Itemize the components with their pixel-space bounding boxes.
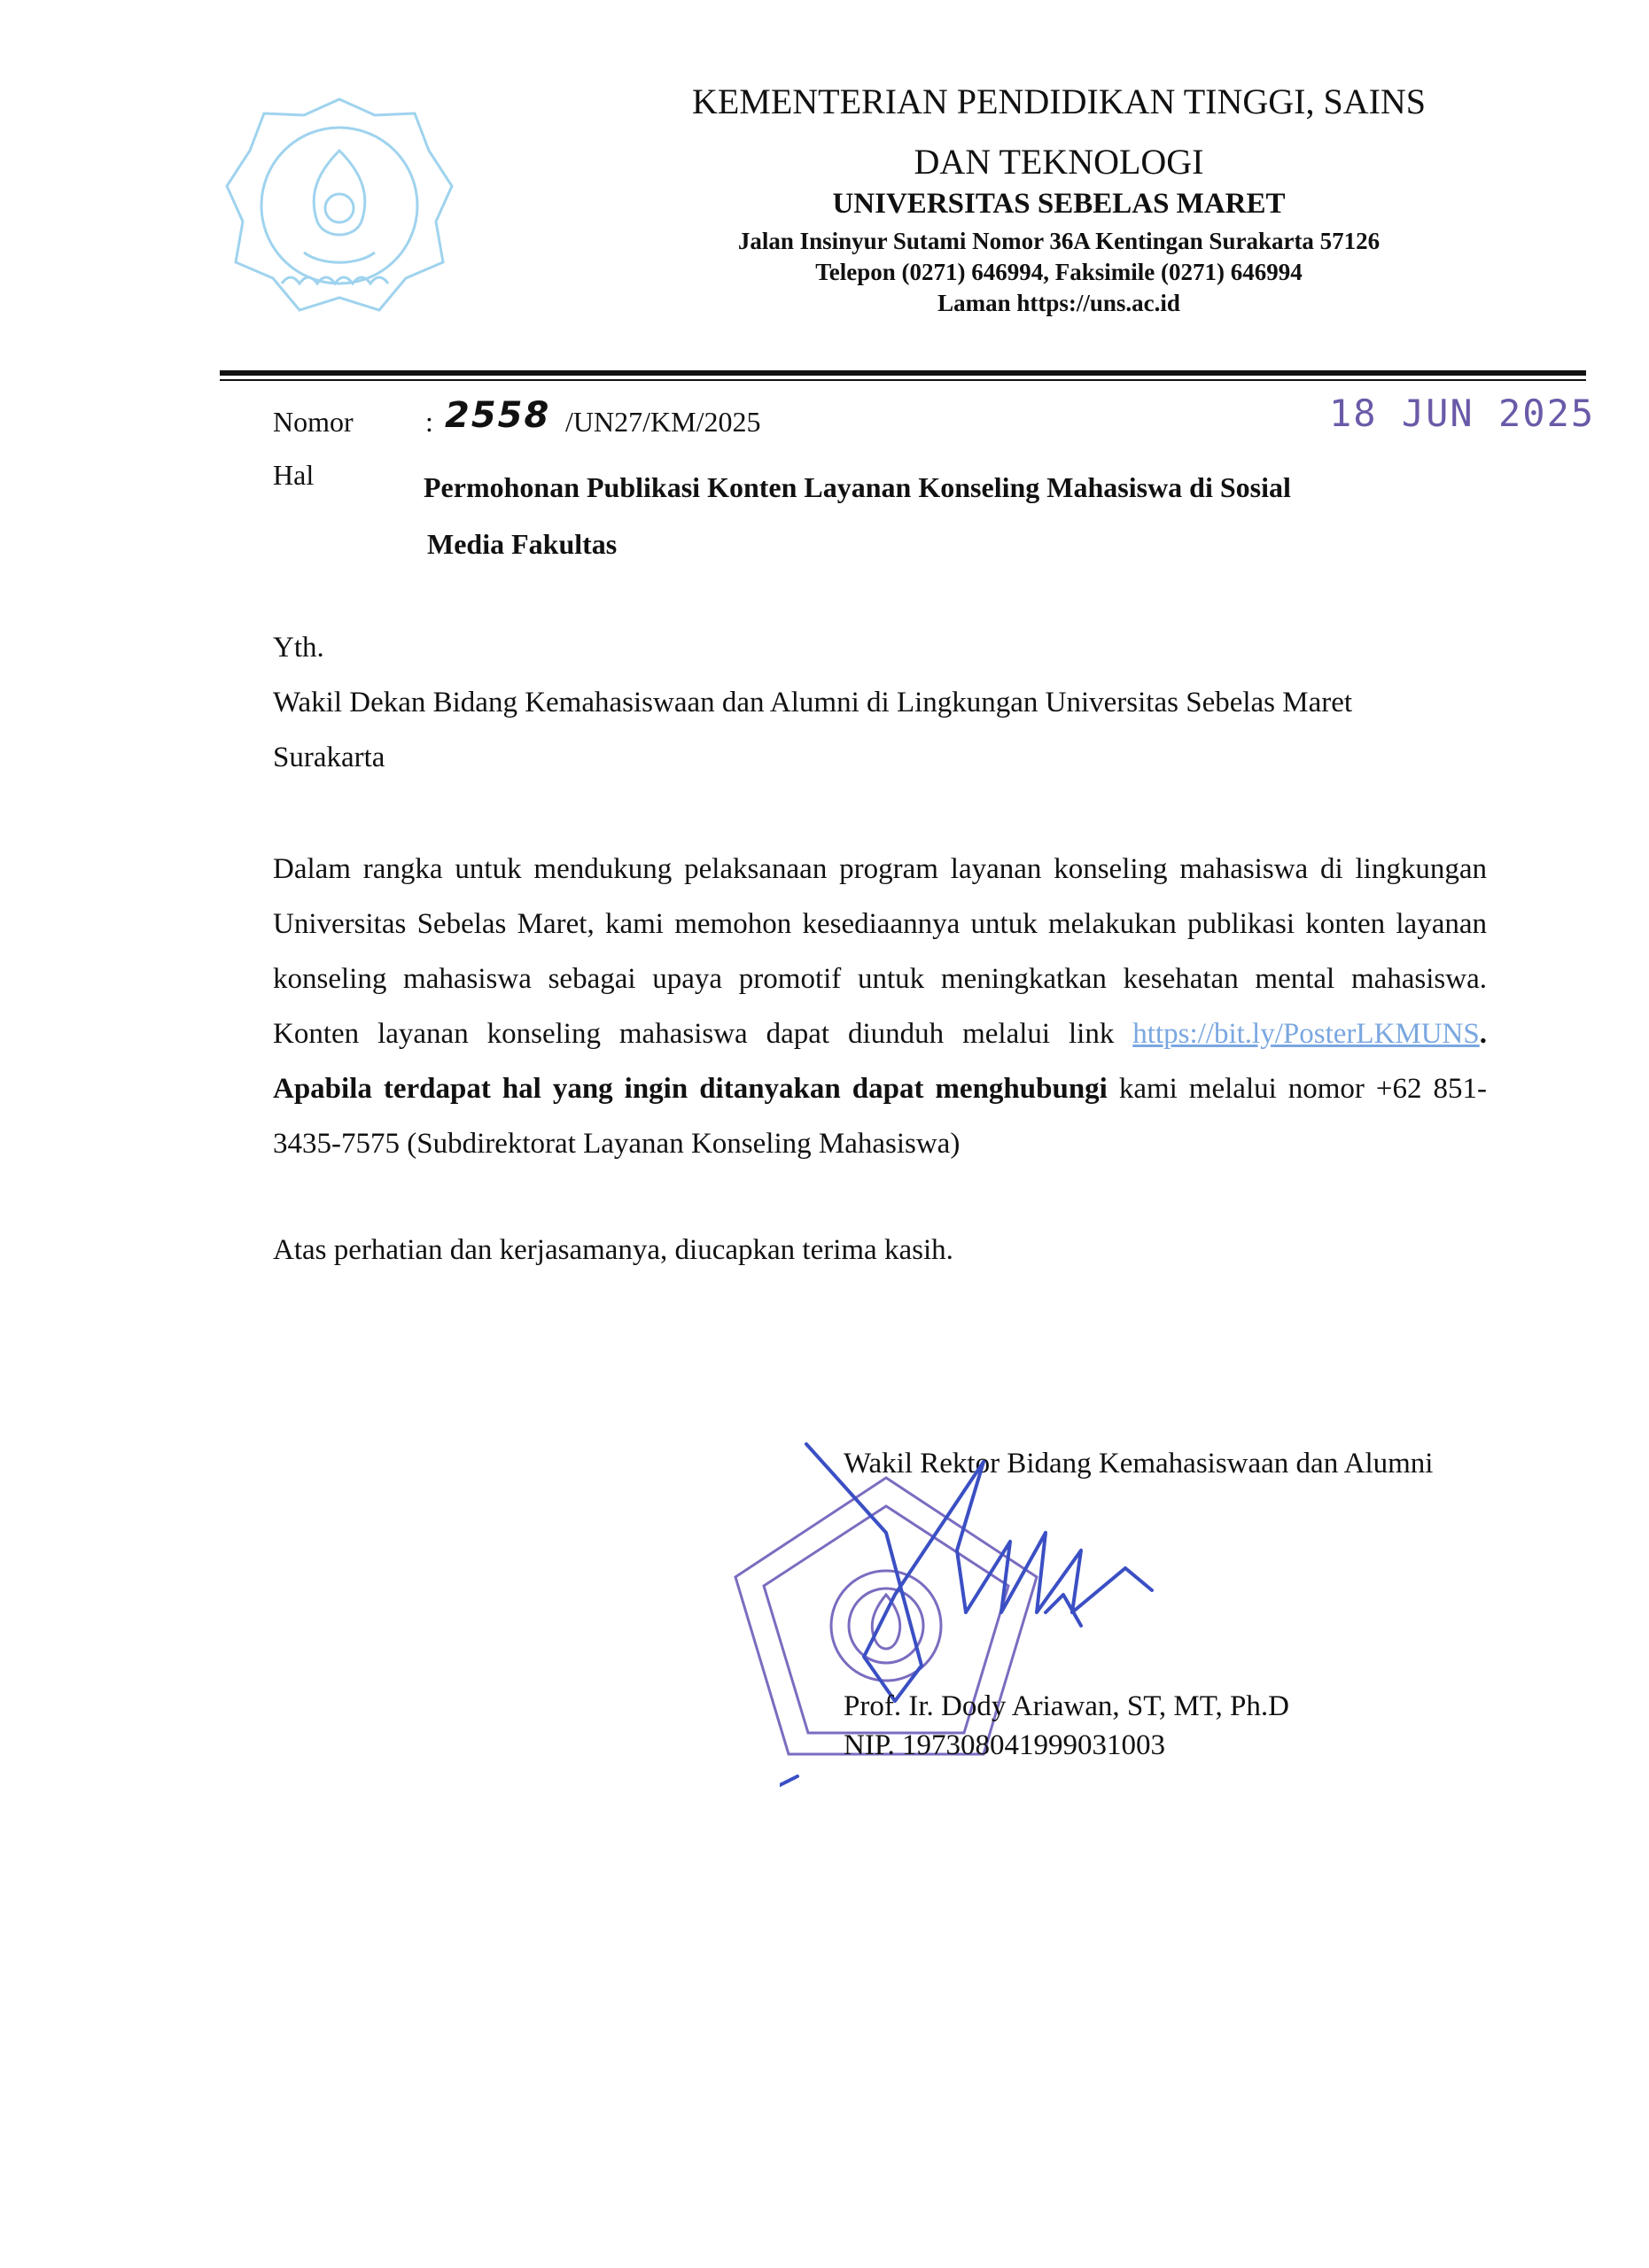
poster-download-link[interactable]: https://bit.ly/PosterLKMUNS (1132, 1018, 1480, 1050)
recipient-name: Wakil Dekan Bidang Kemahasiswaan dan Alumni di Lingkungan Universitas Sebelas Maret (273, 687, 1353, 718)
signatory-nip: NIP. 197308041999031003 (844, 1729, 1166, 1761)
subject-line-2: Media Fakultas (427, 528, 618, 560)
recipient (273, 675, 1487, 785)
subject-line-1: Permohonan Publikasi Konten Layanan Konseling Mahasiswa di Sosial (424, 471, 1291, 503)
closing-sentence: Atas perhatian dan kerjasamanya, diucapkan terima kasih. (273, 1234, 953, 1266)
university-logo-icon (220, 89, 459, 328)
date-stamp: 18 JUN 2025 (1329, 392, 1596, 435)
nomor-label: Nomor (273, 406, 354, 438)
university-name: UNIVERSITAS SEBELAS MARET (832, 188, 1286, 220)
signatory-name: Prof. Ir. Dody Ariawan, ST, MT, Ph.D (844, 1690, 1289, 1722)
signatory-block (844, 1687, 1289, 1765)
salutation: Yth. (273, 632, 324, 664)
recipient-city: Surakarta (273, 742, 385, 773)
letterhead-divider-thin (220, 379, 1586, 381)
letterhead-divider-thick (220, 370, 1586, 376)
body-text-part3: kami melalui nomor +62 851-3435-7575 (Subdirektorat Layanan Konseling Mahasiswa) (273, 1073, 1487, 1160)
handwritten-letter-number: 2558 (445, 395, 551, 436)
ministry-name-line1: KEMENTERIAN PENDIDIKAN TINGGI, SAINS (691, 82, 1427, 121)
ministry-name-line2: DAN TEKNOLOGI (914, 142, 1204, 182)
letter-number-suffix: /UN27/KM/2025 (565, 406, 761, 438)
signatory-title: Wakil Rektor Bidang Kemahasiswaan dan Alumni (844, 1448, 1434, 1480)
body-paragraph (273, 842, 1487, 1171)
university-address: Jalan Insinyur Sutami Nomor 36A Kentingan Surakarta 57126 (737, 228, 1381, 254)
body-text-part2: . Apabila terdapat hal yang ingin ditanyakan dapat menghubungi (273, 1018, 1487, 1105)
hal-label: Hal (273, 459, 315, 491)
university-phone: Telepon (0271) 646994, Faksimile (0271) 646994 (815, 259, 1303, 285)
nomor-separator: : (425, 406, 433, 438)
university-website: Laman https://uns.ac.id (937, 290, 1180, 316)
subject-line (424, 459, 1489, 572)
body-text-part1: Dalam rangka untuk mendukung pelaksanaan program layanan konseling mahasiswa di lingkungan Universitas Sebelas Maret, kami memohon kesediaannya untuk melakukan publikasi konten layanan konseling mahasiswa sebagai upaya promotif untuk meningkatkan kesehatan mental mahasiswa. Konten layanan konseling mahasiswa dapat diunduh melalui link (273, 853, 1487, 1050)
